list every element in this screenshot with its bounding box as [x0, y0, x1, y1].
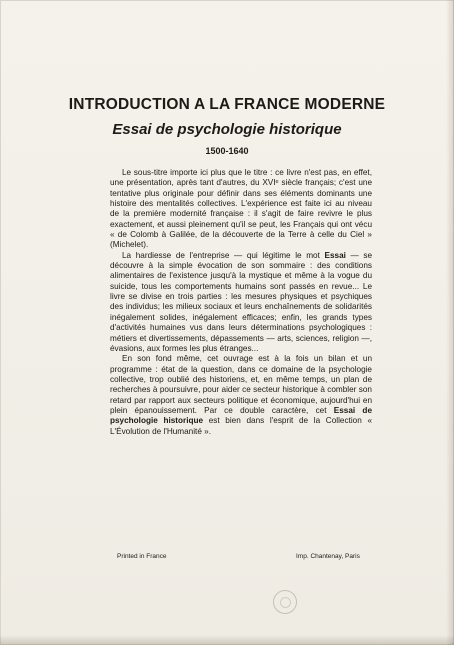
printer-label: Imp. Chantenay, Paris	[296, 553, 360, 560]
paragraph-3-bold: Essai de psychologie historique	[110, 405, 372, 426]
paragraph-3-text-b: est bien dans l'esprit de la Collection « L'Évolution de l'Humanité ».	[110, 416, 372, 436]
paragraph-3-text-a: En son fond même, cet ouvrage est à la fois un bilan et un programme : état de la question, dans ce domaine de la psychologie collective, trop oublié des historiens, et, en même temps, un plan de recherches à poursuivre, pour aider ce secteur historique à combler son retard par rapport aux secteurs politique et économique, aujourd'hui en plein épanouissement. Par ce double caractère, cet	[110, 354, 372, 415]
paragraph-2-text-b: — se découvre à la simple évocation de son sommaire : des conditions alimentaires de l'existence jusqu'à la mystique et même à la vogue du suicide, tous les comportements humains sont passés en revue... Le livre se divise en trois parties : les mesures physiques et psychiques des individus; les milieux sociaux et leurs enchaînements de solidarités inégalement solides, inégalement efficaces; enfin, les grands types d'activités humaines vus dans leurs déterminations psychologiques : métiers et divertissements, dépassements — arts, sciences, religion —, évasions, aux formes les plus étranges...	[110, 250, 372, 353]
book-title: INTRODUCTION A LA FRANCE MODERNE	[68, 96, 386, 113]
printed-in-label: Printed in France	[117, 553, 167, 560]
paragraph-2-text-a: La hardiesse de l'entreprise — qui légitime le mot	[122, 250, 325, 260]
paragraph-2	[110, 251, 372, 354]
period-dates: 1500-1640	[205, 146, 249, 156]
book-subtitle: Essai de psychologie historique	[112, 121, 342, 138]
paragraph-2-bold: Essai	[324, 250, 346, 260]
paragraph-3	[110, 354, 372, 437]
faint-stamp-mark	[273, 590, 297, 614]
page-bottom-shadow	[0, 635, 454, 645]
paragraph-1: Le sous-titre importe ici plus que le titre : ce livre n'est pas, en effet, une présentation, après tant d'autres, du XVIᵉ siècle français; c'est une tentative plus originale pour définir dans ses éléments dominants une histoire des mentalités collectives. L'expérience est faite ici au niveau de la première modernité française : il s'agit de faire revivre le plus exactement, et aussi pleinement qu'il se peut, les Français qui ont vécu « de Colomb à Galilée, de la découverte de la Terre à celle du Ciel » (Michelet).	[110, 168, 372, 250]
blurb-text	[110, 168, 372, 437]
